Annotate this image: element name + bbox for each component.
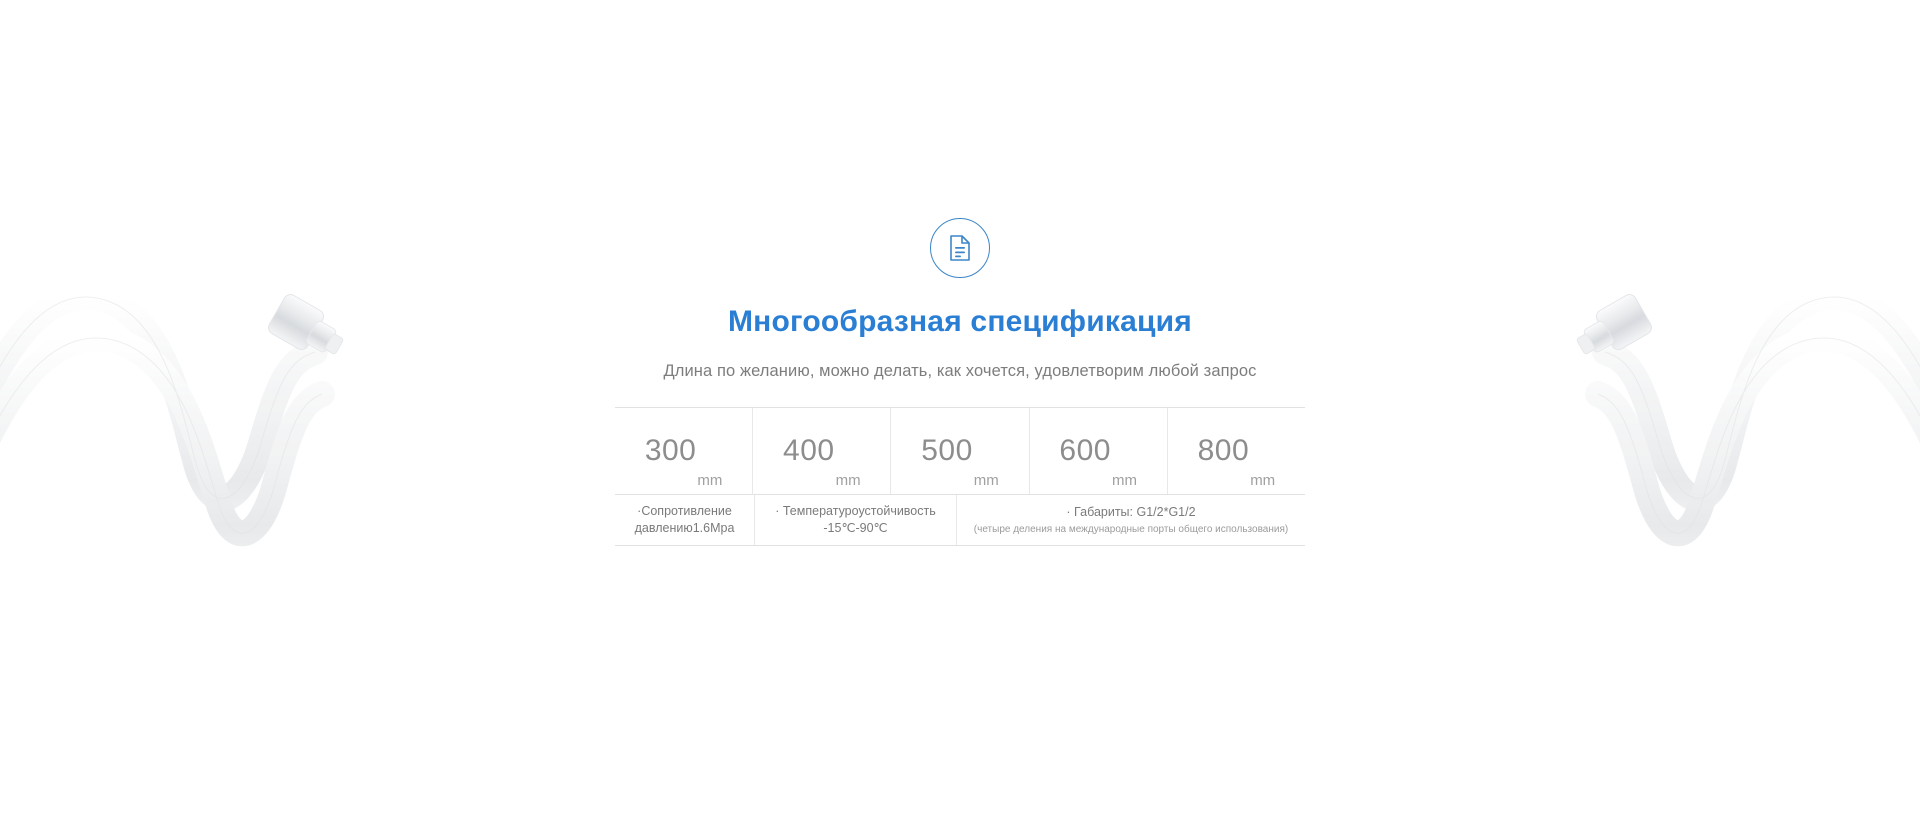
property-pressure <box>615 495 755 545</box>
size-option <box>1168 408 1305 494</box>
sizes-row <box>615 408 1305 495</box>
size-unit: mm <box>973 472 999 489</box>
size-value: 800 <box>1197 434 1250 467</box>
property-subtext: (четыре деления на международные порты общего использования) <box>973 523 1289 535</box>
size-option <box>753 408 891 494</box>
property-text: · Габариты: G1/2*G1/2 <box>1066 505 1196 520</box>
size-option <box>1030 408 1168 494</box>
size-value: 300 <box>644 434 697 467</box>
size-unit: mm <box>835 472 861 489</box>
property-temperature <box>755 495 957 545</box>
product-image-left <box>0 0 490 810</box>
size-value: 400 <box>783 434 835 467</box>
specification-panel <box>615 218 1305 546</box>
properties-row <box>615 495 1305 545</box>
page-subtitle: Длина по желанию, можно делать, как хочется, удовлетворим любой запрос <box>663 362 1257 380</box>
property-text: ·Сопротивление давлению1.6Mpa <box>634 504 735 535</box>
size-unit: mm <box>1111 472 1137 489</box>
size-unit: mm <box>697 472 723 489</box>
size-unit: mm <box>1250 472 1276 489</box>
size-option <box>615 408 753 494</box>
size-value: 500 <box>921 434 973 467</box>
specification-table <box>615 407 1305 546</box>
page-title: Многообразная спецификация <box>727 305 1192 338</box>
property-text: · Температуроустойчивость -15℃-90℃ <box>775 504 936 535</box>
document-icon <box>930 218 990 278</box>
product-image-right <box>1430 0 1920 810</box>
size-option <box>891 408 1029 494</box>
property-dimensions <box>957 495 1305 545</box>
size-value: 600 <box>1059 434 1111 467</box>
